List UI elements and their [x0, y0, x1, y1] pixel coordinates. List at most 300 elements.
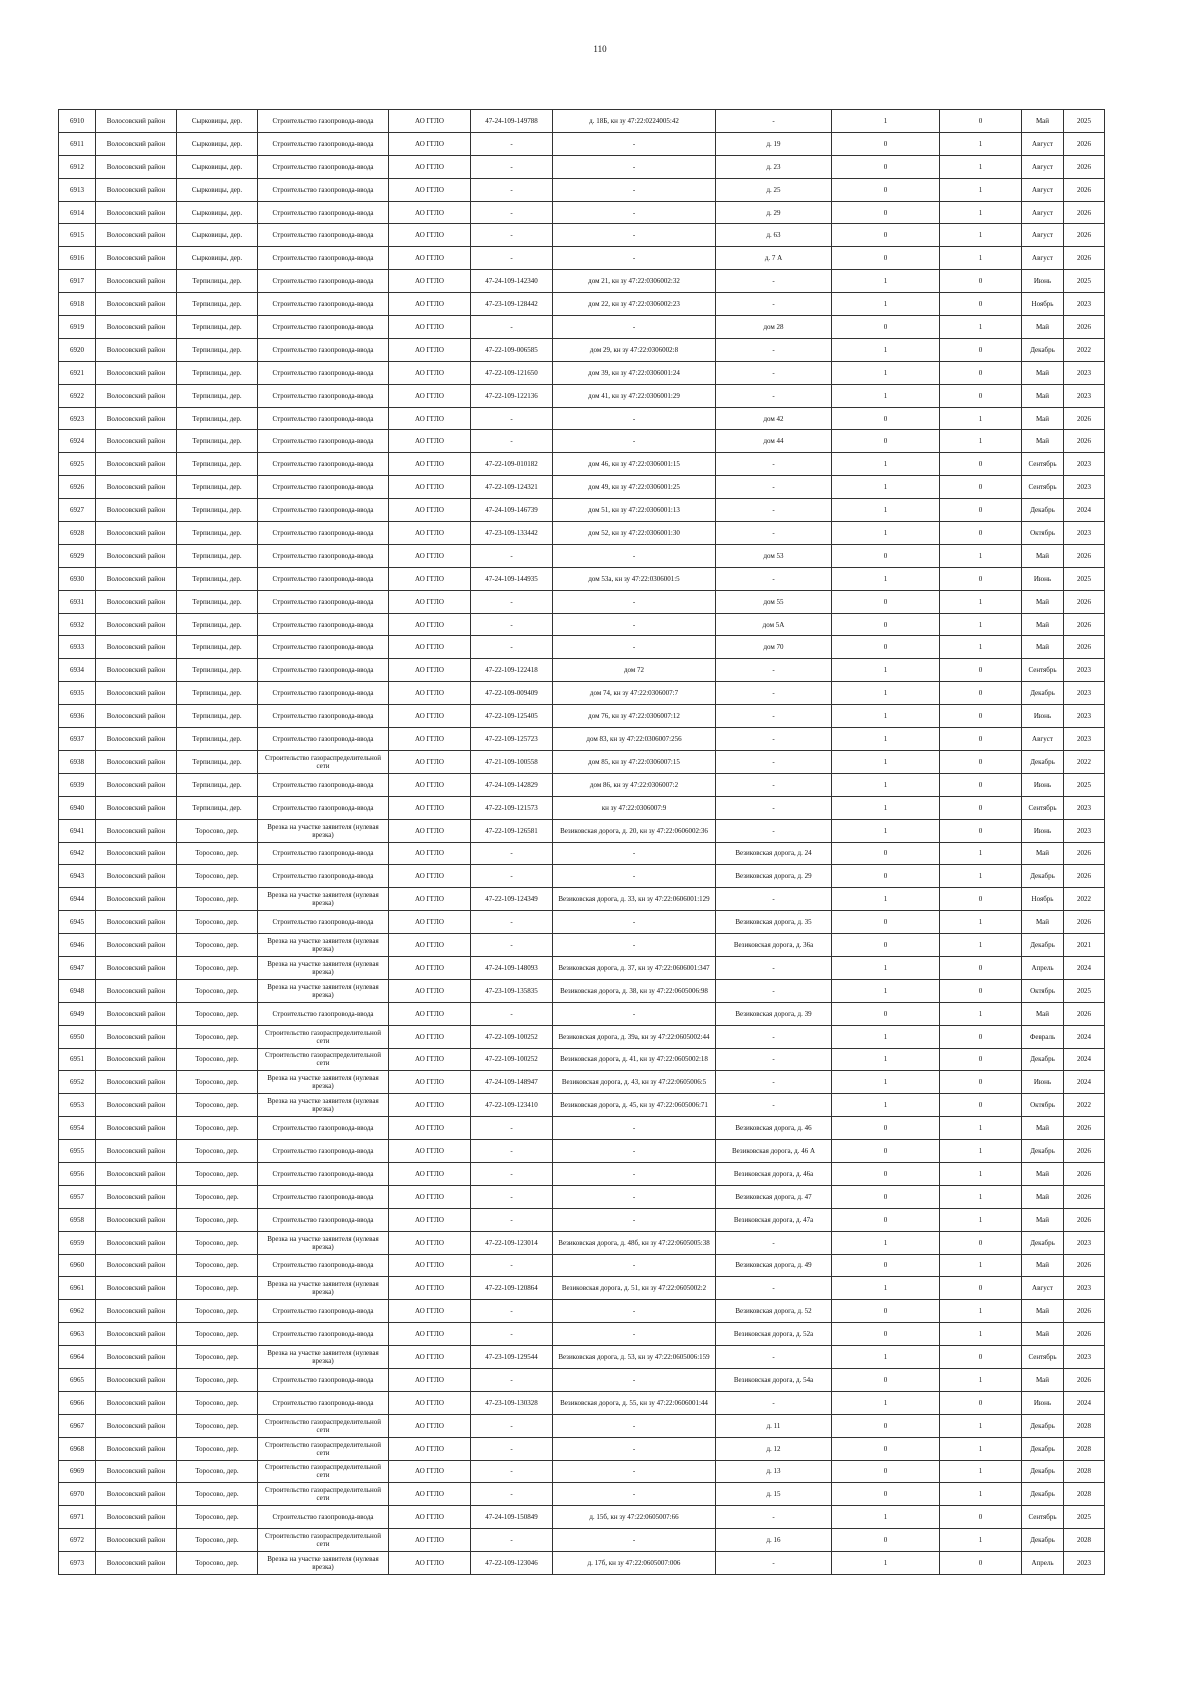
- cell-address-cadastral: Везиковская дорога, д. 55, кн зу 47:22:0606001:44: [553, 1391, 716, 1414]
- cell-count-a: 0: [832, 132, 940, 155]
- cell-settlement: Терпилицы, дер.: [177, 476, 258, 499]
- cell-address: -: [716, 338, 832, 361]
- table-row: [59, 1483, 1105, 1506]
- cell-district: Волосовский район: [96, 201, 177, 224]
- cell-row-number: 6919: [59, 316, 96, 339]
- cell-count-b: 0: [940, 361, 1022, 384]
- cell-address-cadastral: дом 72: [553, 659, 716, 682]
- cell-work-type: Строительство газопровода-ввода: [258, 1208, 389, 1231]
- cell-address-cadastral: дом 41, кн зу 47:22:0306001:29: [553, 384, 716, 407]
- cell-application-number: 47-24-109-148947: [471, 1071, 553, 1094]
- cell-count-a: 1: [832, 293, 940, 316]
- cell-organization: АО ГГЛО: [389, 178, 471, 201]
- cell-organization: АО ГГЛО: [389, 1483, 471, 1506]
- cell-year: 2026: [1064, 1323, 1105, 1346]
- cell-organization: АО ГГЛО: [389, 773, 471, 796]
- cell-address: -: [716, 728, 832, 751]
- cell-year: 2023: [1064, 361, 1105, 384]
- cell-row-number: 6946: [59, 934, 96, 957]
- cell-address-cadastral: дом 46, кн зу 47:22:0306001:15: [553, 453, 716, 476]
- cell-district: Волосовский район: [96, 1208, 177, 1231]
- cell-address-cadastral: дом 39, кн зу 47:22:0306001:24: [553, 361, 716, 384]
- cell-address-cadastral: -: [553, 1300, 716, 1323]
- cell-work-type: Врезка на участке заявителя (нулевая врезка): [258, 819, 389, 842]
- cell-application-number: -: [471, 224, 553, 247]
- cell-district: Волосовский район: [96, 338, 177, 361]
- cell-count-b: 1: [940, 1140, 1022, 1163]
- cell-application-number: -: [471, 590, 553, 613]
- cell-year: 2026: [1064, 1117, 1105, 1140]
- cell-month: Май: [1022, 430, 1064, 453]
- cell-settlement: Торосово, дер.: [177, 865, 258, 888]
- cell-organization: АО ГГЛО: [389, 110, 471, 133]
- cell-address-cadastral: -: [553, 934, 716, 957]
- cell-month: Май: [1022, 1162, 1064, 1185]
- cell-count-b: 1: [940, 1483, 1022, 1506]
- cell-organization: АО ГГЛО: [389, 1391, 471, 1414]
- cell-row-number: 6965: [59, 1368, 96, 1391]
- cell-organization: АО ГГЛО: [389, 1048, 471, 1071]
- cell-application-number: 47-22-109-009409: [471, 682, 553, 705]
- cell-month: Май: [1022, 590, 1064, 613]
- table-row: [59, 1094, 1105, 1117]
- cell-address-cadastral: дом 49, кн зу 47:22:0306001:25: [553, 476, 716, 499]
- cell-work-type: Строительство газопровода-ввода: [258, 544, 389, 567]
- cell-address-cadastral: -: [553, 865, 716, 888]
- cell-district: Волосовский район: [96, 522, 177, 545]
- cell-year: 2023: [1064, 1346, 1105, 1369]
- cell-work-type: Строительство газопровода-ввода: [258, 247, 389, 270]
- cell-count-a: 1: [832, 567, 940, 590]
- table-row: [59, 1231, 1105, 1254]
- cell-settlement: Торосово, дер.: [177, 1002, 258, 1025]
- cell-organization: АО ГГЛО: [389, 888, 471, 911]
- cell-year: 2026: [1064, 613, 1105, 636]
- table-row: [59, 773, 1105, 796]
- cell-count-a: 0: [832, 1323, 940, 1346]
- cell-address: Везиковская дорога, д. 54а: [716, 1368, 832, 1391]
- cell-address-cadastral: -: [553, 1529, 716, 1552]
- cell-address-cadastral: Везиковская дорога, д. 41, кн зу 47:22:0605002:18: [553, 1048, 716, 1071]
- cell-month: Июнь: [1022, 705, 1064, 728]
- table-row: [59, 865, 1105, 888]
- table-row: [59, 430, 1105, 453]
- cell-application-number: -: [471, 1208, 553, 1231]
- cell-row-number: 6952: [59, 1071, 96, 1094]
- cell-settlement: Терпилицы, дер.: [177, 499, 258, 522]
- cell-row-number: 6924: [59, 430, 96, 453]
- cell-month: Сентябрь: [1022, 1346, 1064, 1369]
- cell-count-a: 1: [832, 819, 940, 842]
- table-row: [59, 1460, 1105, 1483]
- cell-application-number: -: [471, 1254, 553, 1277]
- cell-organization: АО ГГЛО: [389, 1346, 471, 1369]
- cell-address: д. 11: [716, 1414, 832, 1437]
- cell-year: 2025: [1064, 110, 1105, 133]
- cell-work-type: Строительство газопровода-ввода: [258, 796, 389, 819]
- cell-district: Волосовский район: [96, 1094, 177, 1117]
- cell-count-b: 1: [940, 247, 1022, 270]
- cell-application-number: 47-23-109-128442: [471, 293, 553, 316]
- cell-work-type: Строительство газопровода-ввода: [258, 613, 389, 636]
- table-row: [59, 1185, 1105, 1208]
- cell-address: -: [716, 1346, 832, 1369]
- cell-district: Волосовский район: [96, 773, 177, 796]
- cell-year: 2024: [1064, 956, 1105, 979]
- cell-organization: АО ГГЛО: [389, 407, 471, 430]
- cell-year: 2026: [1064, 1254, 1105, 1277]
- cell-application-number: -: [471, 155, 553, 178]
- cell-month: Май: [1022, 1254, 1064, 1277]
- cell-month: Сентябрь: [1022, 796, 1064, 819]
- cell-year: 2023: [1064, 293, 1105, 316]
- cell-address-cadastral: кн зу 47:22:0306007:9: [553, 796, 716, 819]
- cell-organization: АО ГГЛО: [389, 682, 471, 705]
- cell-work-type: Врезка на участке заявителя (нулевая врезка): [258, 1346, 389, 1369]
- cell-count-a: 1: [832, 659, 940, 682]
- table-row: [59, 132, 1105, 155]
- cell-application-number: -: [471, 1414, 553, 1437]
- cell-address-cadastral: дом 86, кн зу 47:22:0306007:2: [553, 773, 716, 796]
- cell-month: Апрель: [1022, 956, 1064, 979]
- cell-work-type: Строительство газопровода-ввода: [258, 1300, 389, 1323]
- cell-count-a: 0: [832, 1368, 940, 1391]
- cell-district: Волосовский район: [96, 1117, 177, 1140]
- cell-work-type: Строительство газопровода-ввода: [258, 705, 389, 728]
- cell-address: -: [716, 1025, 832, 1048]
- cell-month: Май: [1022, 1185, 1064, 1208]
- cell-year: 2025: [1064, 773, 1105, 796]
- cell-address: дом 70: [716, 636, 832, 659]
- cell-work-type: Строительство газопровода-ввода: [258, 384, 389, 407]
- cell-district: Волосовский район: [96, 407, 177, 430]
- table-row: [59, 750, 1105, 773]
- cell-count-b: 1: [940, 316, 1022, 339]
- cell-count-a: 0: [832, 911, 940, 934]
- cell-address-cadastral: -: [553, 613, 716, 636]
- cell-address: д. 29: [716, 201, 832, 224]
- cell-count-b: 0: [940, 110, 1022, 133]
- cell-month: Май: [1022, 1368, 1064, 1391]
- cell-count-a: 0: [832, 1414, 940, 1437]
- cell-settlement: Торосово, дер.: [177, 1231, 258, 1254]
- cell-settlement: Торосово, дер.: [177, 888, 258, 911]
- cell-count-b: 1: [940, 1162, 1022, 1185]
- cell-work-type: Строительство газопровода-ввода: [258, 1185, 389, 1208]
- cell-settlement: Сырковицы, дер.: [177, 110, 258, 133]
- cell-year: 2023: [1064, 522, 1105, 545]
- cell-district: Волосовский район: [96, 1048, 177, 1071]
- cell-count-a: 1: [832, 773, 940, 796]
- cell-organization: АО ГГЛО: [389, 293, 471, 316]
- cell-address: Везиковская дорога, д. 46а: [716, 1162, 832, 1185]
- cell-count-a: 0: [832, 1162, 940, 1185]
- cell-year: 2023: [1064, 659, 1105, 682]
- cell-application-number: 47-22-109-123046: [471, 1552, 553, 1575]
- cell-row-number: 6953: [59, 1094, 96, 1117]
- cell-district: Волосовский район: [96, 1460, 177, 1483]
- table-row: [59, 110, 1105, 133]
- cell-month: Июнь: [1022, 567, 1064, 590]
- cell-count-a: 1: [832, 110, 940, 133]
- table-row: [59, 728, 1105, 751]
- cell-count-b: 1: [940, 1437, 1022, 1460]
- cell-work-type: Строительство газопровода-ввода: [258, 659, 389, 682]
- cell-settlement: Терпилицы, дер.: [177, 316, 258, 339]
- cell-count-a: 1: [832, 270, 940, 293]
- cell-address: -: [716, 888, 832, 911]
- cell-row-number: 6951: [59, 1048, 96, 1071]
- table-row: [59, 567, 1105, 590]
- cell-year: 2023: [1064, 819, 1105, 842]
- cell-work-type: Строительство газопровода-ввода: [258, 590, 389, 613]
- cell-count-a: 0: [832, 247, 940, 270]
- cell-row-number: 6936: [59, 705, 96, 728]
- cell-address: дом 5А: [716, 613, 832, 636]
- cell-count-a: 0: [832, 613, 940, 636]
- cell-application-number: 47-22-109-121650: [471, 361, 553, 384]
- table-row: [59, 270, 1105, 293]
- cell-year: 2023: [1064, 728, 1105, 751]
- cell-month: Август: [1022, 201, 1064, 224]
- cell-work-type: Врезка на участке заявителя (нулевая врезка): [258, 979, 389, 1002]
- cell-address-cadastral: -: [553, 1140, 716, 1163]
- cell-count-b: 1: [940, 865, 1022, 888]
- cell-organization: АО ГГЛО: [389, 1185, 471, 1208]
- cell-organization: АО ГГЛО: [389, 338, 471, 361]
- cell-organization: АО ГГЛО: [389, 659, 471, 682]
- cell-count-b: 1: [940, 544, 1022, 567]
- cell-application-number: 47-22-109-010182: [471, 453, 553, 476]
- cell-work-type: Врезка на участке заявителя (нулевая врезка): [258, 956, 389, 979]
- cell-row-number: 6933: [59, 636, 96, 659]
- cell-district: Волосовский район: [96, 1231, 177, 1254]
- cell-row-number: 6927: [59, 499, 96, 522]
- cell-count-b: 0: [940, 705, 1022, 728]
- cell-organization: АО ГГЛО: [389, 956, 471, 979]
- cell-address: -: [716, 453, 832, 476]
- cell-application-number: -: [471, 544, 553, 567]
- cell-month: Июнь: [1022, 773, 1064, 796]
- cell-count-b: 0: [940, 293, 1022, 316]
- table-row: [59, 201, 1105, 224]
- cell-month: Июнь: [1022, 270, 1064, 293]
- cell-address: дом 55: [716, 590, 832, 613]
- cell-address-cadastral: Везиковская дорога, д. 53, кн зу 47:22:0605006:159: [553, 1346, 716, 1369]
- table-row: [59, 178, 1105, 201]
- cell-work-type: Строительство газопровода-ввода: [258, 842, 389, 865]
- cell-address-cadastral: -: [553, 1162, 716, 1185]
- cell-year: 2026: [1064, 1185, 1105, 1208]
- table-row: [59, 1071, 1105, 1094]
- cell-count-a: 1: [832, 750, 940, 773]
- cell-year: 2025: [1064, 1506, 1105, 1529]
- cell-row-number: 6918: [59, 293, 96, 316]
- cell-count-b: 0: [940, 796, 1022, 819]
- cell-count-b: 1: [940, 1117, 1022, 1140]
- cell-district: Волосовский район: [96, 1483, 177, 1506]
- cell-row-number: 6939: [59, 773, 96, 796]
- cell-count-a: 0: [832, 1185, 940, 1208]
- cell-count-a: 0: [832, 1460, 940, 1483]
- table-row: [59, 1323, 1105, 1346]
- cell-application-number: 47-24-109-142829: [471, 773, 553, 796]
- cell-count-a: 1: [832, 1094, 940, 1117]
- cell-settlement: Торосово, дер.: [177, 1552, 258, 1575]
- cell-count-a: 0: [832, 224, 940, 247]
- table-row: [59, 796, 1105, 819]
- cell-work-type: Строительство газопровода-ввода: [258, 293, 389, 316]
- cell-month: Сентябрь: [1022, 476, 1064, 499]
- cell-year: 2026: [1064, 1140, 1105, 1163]
- cell-address: д. 12: [716, 1437, 832, 1460]
- cell-application-number: 47-24-109-148093: [471, 956, 553, 979]
- cell-year: 2022: [1064, 1094, 1105, 1117]
- cell-application-number: 47-22-109-100252: [471, 1048, 553, 1071]
- cell-count-b: 0: [940, 499, 1022, 522]
- cell-count-a: 0: [832, 544, 940, 567]
- cell-count-b: 0: [940, 750, 1022, 773]
- cell-address-cadastral: дом 85, кн зу 47:22:0306007:15: [553, 750, 716, 773]
- cell-work-type: Строительство газопровода-ввода: [258, 338, 389, 361]
- cell-organization: АО ГГЛО: [389, 430, 471, 453]
- cell-organization: АО ГГЛО: [389, 544, 471, 567]
- cell-year: 2026: [1064, 316, 1105, 339]
- cell-address: д. 19: [716, 132, 832, 155]
- cell-year: 2024: [1064, 1391, 1105, 1414]
- cell-row-number: 6968: [59, 1437, 96, 1460]
- cell-count-a: 1: [832, 1552, 940, 1575]
- cell-organization: АО ГГЛО: [389, 1460, 471, 1483]
- cell-district: Волосовский район: [96, 819, 177, 842]
- cell-work-type: Строительство газопровода-ввода: [258, 911, 389, 934]
- cell-district: Волосовский район: [96, 659, 177, 682]
- cell-work-type: Строительство газопровода-ввода: [258, 728, 389, 751]
- cell-count-a: 1: [832, 384, 940, 407]
- cell-work-type: Врезка на участке заявителя (нулевая врезка): [258, 888, 389, 911]
- cell-application-number: 47-23-109-133442: [471, 522, 553, 545]
- cell-count-b: 1: [940, 224, 1022, 247]
- cell-organization: АО ГГЛО: [389, 705, 471, 728]
- cell-address: дом 53: [716, 544, 832, 567]
- cell-organization: АО ГГЛО: [389, 1140, 471, 1163]
- cell-settlement: Терпилицы, дер.: [177, 728, 258, 751]
- cell-address-cadastral: -: [553, 1368, 716, 1391]
- cell-address-cadastral: -: [553, 1483, 716, 1506]
- cell-application-number: 47-22-109-125405: [471, 705, 553, 728]
- cell-count-b: 0: [940, 819, 1022, 842]
- cell-address: -: [716, 1094, 832, 1117]
- cell-settlement: Торосово, дер.: [177, 1483, 258, 1506]
- cell-application-number: -: [471, 1185, 553, 1208]
- cell-count-b: 1: [940, 1208, 1022, 1231]
- cell-work-type: Врезка на участке заявителя (нулевая врезка): [258, 1277, 389, 1300]
- cell-year: 2023: [1064, 1552, 1105, 1575]
- cell-settlement: Торосово, дер.: [177, 1254, 258, 1277]
- cell-settlement: Терпилицы, дер.: [177, 773, 258, 796]
- cell-settlement: Терпилицы, дер.: [177, 270, 258, 293]
- cell-year: 2024: [1064, 1048, 1105, 1071]
- cell-organization: АО ГГЛО: [389, 1529, 471, 1552]
- cell-row-number: 6950: [59, 1025, 96, 1048]
- cell-row-number: 6945: [59, 911, 96, 934]
- page-number: 110: [593, 44, 607, 54]
- cell-row-number: 6912: [59, 155, 96, 178]
- cell-district: Волосовский район: [96, 1323, 177, 1346]
- cell-organization: АО ГГЛО: [389, 865, 471, 888]
- cell-row-number: 6934: [59, 659, 96, 682]
- cell-year: 2023: [1064, 796, 1105, 819]
- cell-address-cadastral: -: [553, 544, 716, 567]
- cell-work-type: Строительство газопровода-ввода: [258, 499, 389, 522]
- cell-address-cadastral: Везиковская дорога, д. 39а, кн зу 47:22:0605002:44: [553, 1025, 716, 1048]
- cell-organization: АО ГГЛО: [389, 155, 471, 178]
- cell-row-number: 6969: [59, 1460, 96, 1483]
- cell-address: -: [716, 361, 832, 384]
- cell-row-number: 6963: [59, 1323, 96, 1346]
- cell-settlement: Торосово, дер.: [177, 1140, 258, 1163]
- cell-settlement: Терпилицы, дер.: [177, 636, 258, 659]
- table-row: [59, 316, 1105, 339]
- table-row: [59, 522, 1105, 545]
- cell-work-type: Строительство газораспределительной сети: [258, 1048, 389, 1071]
- cell-organization: АО ГГЛО: [389, 567, 471, 590]
- cell-row-number: 6915: [59, 224, 96, 247]
- cell-count-b: 1: [940, 1002, 1022, 1025]
- cell-district: Волосовский район: [96, 453, 177, 476]
- table-row: [59, 453, 1105, 476]
- cell-month: Февраль: [1022, 1025, 1064, 1048]
- cell-count-b: 1: [940, 1300, 1022, 1323]
- cell-address: -: [716, 1506, 832, 1529]
- cell-year: 2025: [1064, 567, 1105, 590]
- table-row: [59, 384, 1105, 407]
- cell-district: Волосовский район: [96, 1254, 177, 1277]
- cell-year: 2026: [1064, 407, 1105, 430]
- table-row: [59, 1140, 1105, 1163]
- cell-address: Везиковская дорога, д. 24: [716, 842, 832, 865]
- cell-address: -: [716, 1071, 832, 1094]
- cell-count-b: 0: [940, 338, 1022, 361]
- cell-address-cadastral: -: [553, 430, 716, 453]
- cell-work-type: Строительство газораспределительной сети: [258, 1025, 389, 1048]
- cell-settlement: Торосово, дер.: [177, 1300, 258, 1323]
- table-row: [59, 705, 1105, 728]
- cell-district: Волосовский район: [96, 636, 177, 659]
- cell-address-cadastral: -: [553, 842, 716, 865]
- cell-application-number: -: [471, 1529, 553, 1552]
- cell-month: Май: [1022, 613, 1064, 636]
- cell-row-number: 6921: [59, 361, 96, 384]
- cell-address: д. 23: [716, 155, 832, 178]
- cell-address: Везиковская дорога, д. 49: [716, 1254, 832, 1277]
- cell-year: 2024: [1064, 1071, 1105, 1094]
- cell-month: Май: [1022, 1002, 1064, 1025]
- cell-count-a: 0: [832, 1140, 940, 1163]
- cell-year: 2022: [1064, 338, 1105, 361]
- cell-year: 2026: [1064, 1300, 1105, 1323]
- table-row: [59, 842, 1105, 865]
- cell-district: Волосовский район: [96, 1025, 177, 1048]
- cell-count-a: 1: [832, 705, 940, 728]
- cell-address-cadastral: -: [553, 407, 716, 430]
- cell-address-cadastral: дом 22, кн зу 47:22:0306002:23: [553, 293, 716, 316]
- cell-district: Волосовский район: [96, 842, 177, 865]
- cell-count-b: 0: [940, 979, 1022, 1002]
- cell-row-number: 6911: [59, 132, 96, 155]
- cell-address: дом 44: [716, 430, 832, 453]
- cell-row-number: 6947: [59, 956, 96, 979]
